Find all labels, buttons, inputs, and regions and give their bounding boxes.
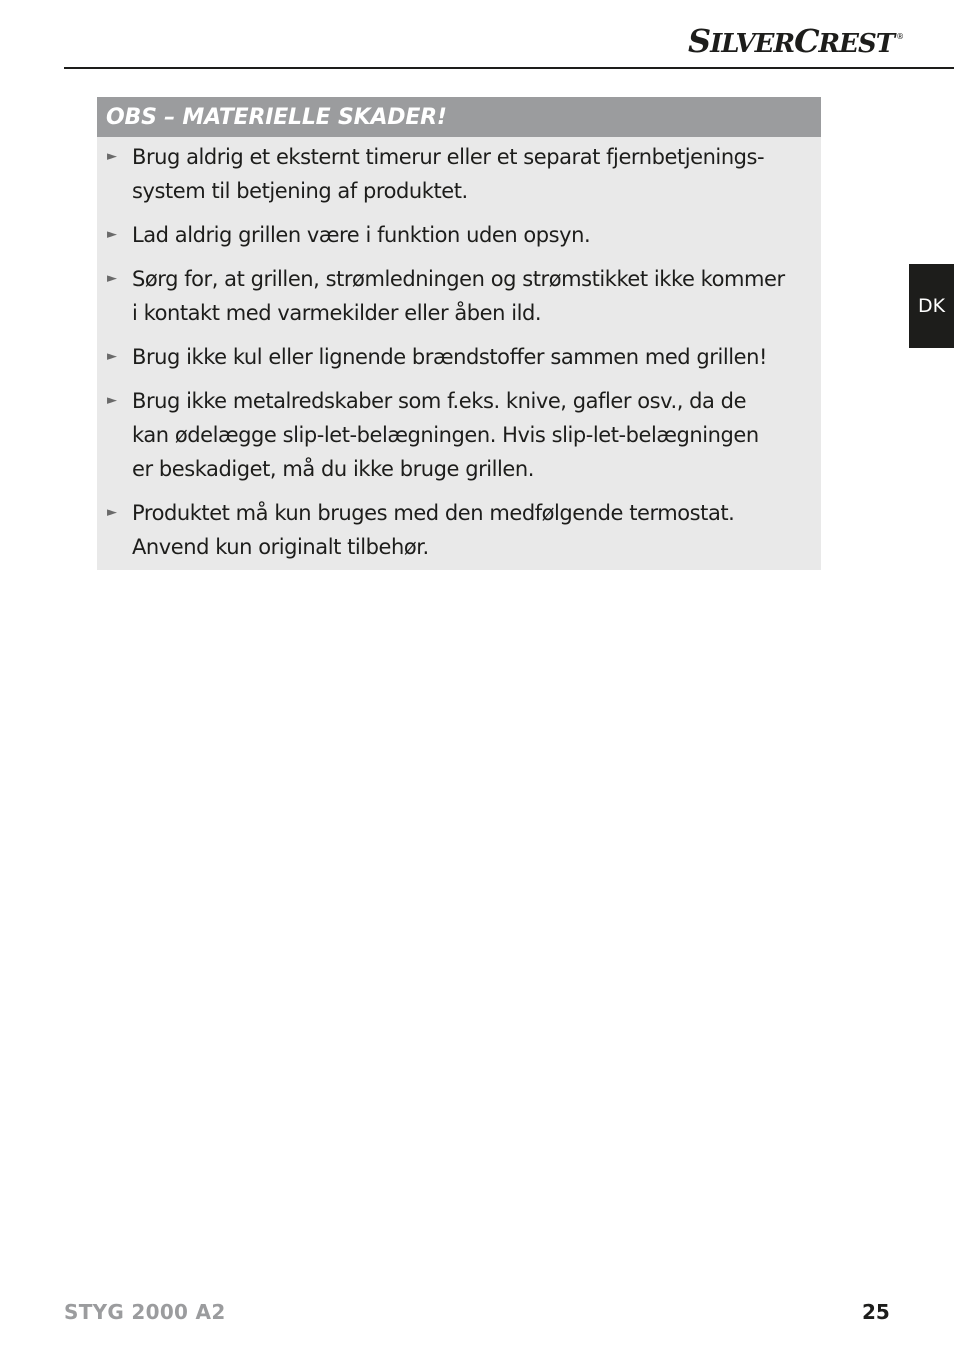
- triangle-bullet-icon: ►: [107, 349, 117, 364]
- language-tab: [909, 264, 954, 348]
- list-item: [97, 262, 821, 330]
- brand-part2-cap: C: [794, 22, 819, 60]
- list-item: [97, 384, 821, 486]
- list-item: [97, 218, 821, 252]
- item-line: Sørg for, at grillen, strømledningen og strømstikket ikke kommer: [132, 267, 785, 291]
- triangle-bullet-icon: ►: [107, 227, 117, 242]
- triangle-bullet-icon: ►: [107, 393, 117, 408]
- brand-part2-rest: REST: [818, 29, 895, 59]
- item-line: Lad aldrig grillen være i funktion uden opsyn.: [132, 223, 591, 247]
- brand-part1-rest: ILVER: [710, 29, 795, 59]
- item-line: Brug ikke metalredskaber som f.eks. knive, gafler osv., da de: [132, 389, 747, 413]
- triangle-bullet-icon: ►: [107, 505, 117, 520]
- triangle-bullet-icon: ►: [107, 149, 117, 164]
- list-item: [97, 140, 821, 208]
- header-divider: [64, 67, 954, 69]
- triangle-bullet-icon: ►: [107, 271, 117, 286]
- item-line: Brug ikke kul eller lignende brændstoffer sammen med grillen!: [132, 345, 767, 369]
- item-line: Brug aldrig et eksternt timerur eller et separat fjernbetjenings-: [132, 145, 765, 169]
- item-line: kan ødelægge slip-let-belægningen. Hvis slip-let-belægningen: [132, 423, 759, 447]
- item-line: er beskadiget, må du ikke bruge grillen.: [132, 457, 534, 481]
- brand-logo: [688, 22, 905, 60]
- brand-part1-cap: S: [688, 22, 711, 60]
- notice-box: [97, 97, 821, 570]
- list-item: [97, 340, 821, 374]
- item-line: i kontakt med varmekilder eller åben ild.: [132, 301, 542, 325]
- page-number: 25: [862, 1300, 890, 1324]
- notice-list: [97, 137, 821, 564]
- item-line: system til betjening af produktet.: [132, 179, 468, 203]
- registered-mark: ®: [896, 32, 905, 41]
- item-line: Produktet må kun bruges med den medfølgende termostat.: [132, 501, 735, 525]
- model-number: STYG 2000 A2: [64, 1300, 226, 1324]
- item-line: Anvend kun originalt tilbehør.: [132, 535, 429, 559]
- list-item: [97, 496, 821, 564]
- language-tab-label: DK: [917, 295, 946, 317]
- notice-title: OBS – MATERIELLE SKADER!: [97, 97, 821, 137]
